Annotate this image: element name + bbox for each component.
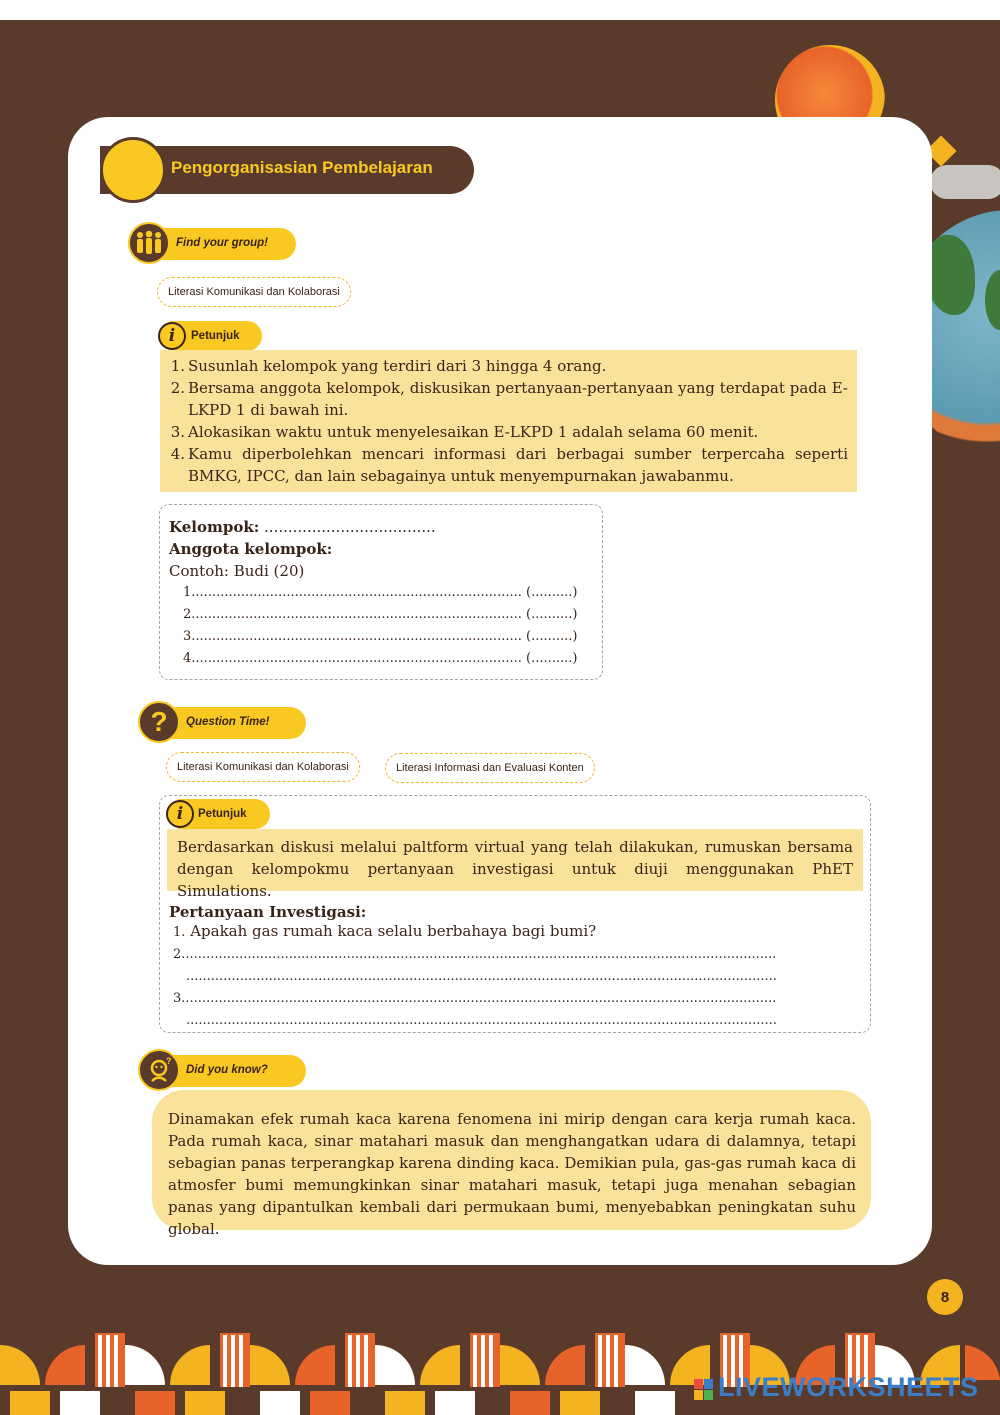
instructions-list: [170, 355, 848, 487]
did-you-know-text: Dinamakan efek rumah kaca karena fenomena ini mirip dengan cara kerja rumah kaca. Pada rumah kaca, sinar matahari masuk dan menghangatkan udara di dalamnya, tetapi sebagian panas terperangkap karena dinding kaca. Demikian pula, gas-gas rumah kaca di atmosfer bumi memungkinkan sinar matahari masuk, tetapi juga menahan sebagian panas yang dipantulkan kembali dari permukaan bumi, menyebabkan peningkatan suhu global.: [168, 1110, 856, 1238]
question-2-input[interactable]: 2................................................................................................................................................: [173, 947, 777, 962]
list-item: 3. Alokasikan waktu untuk menyelesaikan E-LKPD 1 adalah selama 60 menit.: [170, 423, 759, 441]
group-form: [169, 516, 594, 670]
title-circle-decoration: [100, 137, 166, 203]
investigation-heading: Pertanyaan Investigasi:: [169, 903, 367, 921]
question-1: 1. Apakah gas rumah kaca selalu berbahaya bagi bumi?: [173, 922, 597, 940]
did-you-know-label: Did you know?: [186, 1064, 268, 1076]
group-people-icon: [128, 222, 170, 264]
liveworksheets-logo-icon: [694, 1379, 714, 1401]
question-3-input[interactable]: 3................................................................................................................................................: [173, 991, 777, 1006]
question-time-label: Question Time!: [186, 716, 270, 728]
anggota-label: Anggota kelompok:: [169, 540, 333, 558]
member-row[interactable]: 3................................................................................ (..........): [183, 629, 578, 644]
contoh-text: Contoh: Budi (20): [169, 562, 305, 580]
page-number: 8: [927, 1279, 963, 1315]
page-title: Pengorganisasian Pembelajaran: [171, 158, 433, 177]
kelompok-row: Kelompok: ....................................: [169, 518, 436, 536]
petunjuk-label: Petunjuk: [198, 808, 247, 820]
member-row[interactable]: 2................................................................................ (..........): [183, 607, 578, 622]
cloud-illustration: [930, 165, 1000, 199]
info-icon: i: [166, 800, 194, 828]
svg-text:?: ?: [166, 1056, 172, 1066]
find-group-label: Find your group!: [176, 237, 268, 249]
member-row[interactable]: 1................................................................................ (..........): [183, 585, 578, 600]
petunjuk-label: Petunjuk: [191, 330, 240, 342]
thinking-person-icon: [138, 1049, 180, 1091]
tag-literasi-informasi: Literasi Informasi dan Evaluasi Konten: [385, 753, 595, 783]
member-row[interactable]: 4................................................................................ (..........): [183, 651, 578, 666]
list-item: 2. Bersama anggota kelompok, diskusikan pertanyaan-pertanyaan yang terdapat pada E-LKPD 1 di bawah ini.: [170, 379, 848, 419]
tag-literasi-komunikasi: Literasi Komunikasi dan Kolaborasi: [166, 752, 360, 782]
question-mark-icon: ?: [138, 701, 180, 743]
question-3-input-line[interactable]: ...............................................................................................................................................: [186, 1013, 777, 1028]
info-icon: i: [158, 322, 186, 350]
liveworksheets-brand[interactable]: LIVEWORKSHEETS: [718, 1372, 979, 1402]
list-item: 4. Kamu diperbolehkan mencari informasi dari berbagai sumber terpercaha seperti BMKG, IPCC, dan lain sebagainya untuk menyempurnakan jawabanmu.: [170, 445, 848, 485]
question-2-input-line[interactable]: ...............................................................................................................................................: [186, 969, 777, 984]
list-item: 1. Susunlah kelompok yang terdiri dari 3 hingga 4 orang.: [170, 357, 607, 375]
tag-literasi-komunikasi: Literasi Komunikasi dan Kolaborasi: [157, 277, 351, 307]
kelompok-input[interactable]: ....................................: [264, 518, 436, 536]
question-instruction: Berdasarkan diskusi melalui paltform virtual yang telah dilakukan, rumuskan bersama dengan kelompokmu pertanyaan investigasi untuk diuji menggunakan PhET Simulations.: [177, 838, 853, 900]
